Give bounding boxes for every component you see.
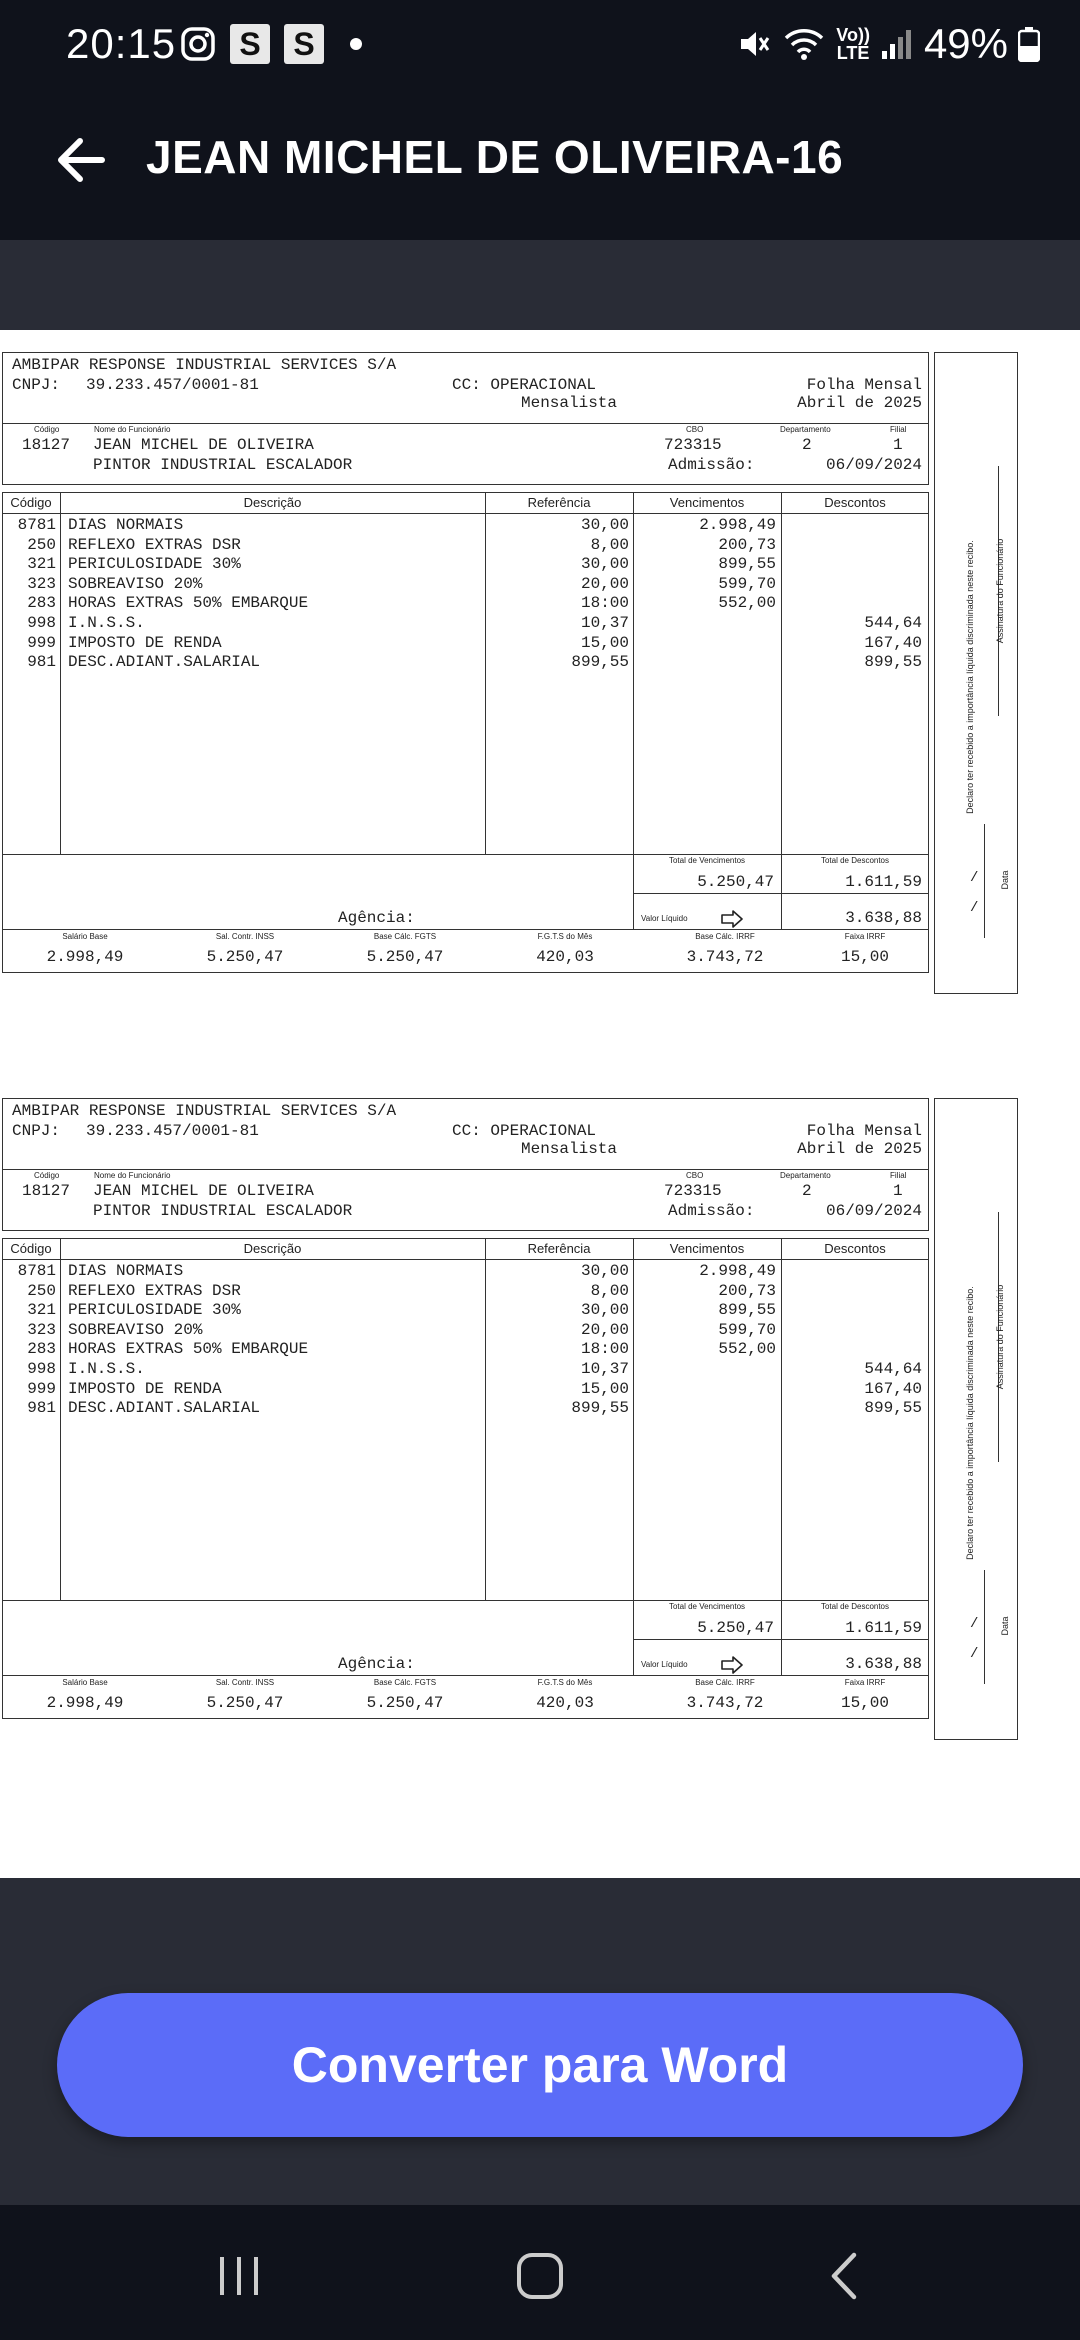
row-reference: 899,55 <box>571 1399 629 1418</box>
table-header-divider <box>2 513 929 514</box>
col-header-deductions: Descontos <box>824 495 886 510</box>
col-header-reference: Referência <box>527 1241 591 1256</box>
back-arrow-icon[interactable] <box>50 130 110 190</box>
total-earnings-label: Total de Vencimentos <box>668 856 746 865</box>
row-reference: 8,00 <box>590 535 629 554</box>
total-deductions: 1.611,59 <box>845 873 922 891</box>
status-time: 20:15 <box>66 20 177 67</box>
col-header-code: Código <box>10 1241 52 1256</box>
row-code: 323 <box>27 1320 56 1339</box>
col-header-description: Descrição <box>243 495 302 510</box>
wifi-icon <box>782 26 826 62</box>
date-slash: / <box>970 870 979 886</box>
row-code: 981 <box>27 653 56 672</box>
branch-value: 1 <box>893 1182 903 1200</box>
notification-icons <box>180 24 362 64</box>
row-description: REFLEXO EXTRAS DSR <box>68 535 241 554</box>
row-description: DIAS NORMAIS <box>68 516 184 534</box>
bank-branch-label: Agência: <box>338 909 415 927</box>
payslip-copy-1 <box>0 352 1080 1002</box>
row-code: 323 <box>27 574 56 593</box>
payroll-period: Abril de 2025 <box>797 394 922 412</box>
row-reference: 15,00 <box>580 633 629 652</box>
col-header-deductions: Descontos <box>824 1241 886 1256</box>
col-header-description: Descrição <box>243 1241 302 1256</box>
base-salary-value: 2.998,49 <box>46 1694 124 1712</box>
irrf-bracket-label: Faixa IRRF <box>844 932 886 941</box>
convert-to-word-button[interactable]: Converter para Word <box>57 1993 1023 2137</box>
mute-icon <box>736 26 772 62</box>
row-code: 250 <box>27 535 56 554</box>
row-code: 998 <box>27 614 56 632</box>
row-reference: 899,55 <box>571 653 629 672</box>
arrow-right-icon <box>720 910 744 928</box>
row-reference: 30,00 <box>580 555 629 574</box>
status-bar <box>0 0 1080 90</box>
fgts-base-label: Base Cálc. FGTS <box>373 932 437 941</box>
net-value: 3.638,88 <box>845 909 922 927</box>
branch-label: Filial <box>890 425 907 434</box>
s-app-icon: S <box>230 24 270 64</box>
system-icons <box>736 20 1040 68</box>
col-divider <box>60 1238 61 1600</box>
admission-label: Admissão: <box>668 456 755 474</box>
admission-date: 06/09/2024 <box>825 1202 922 1220</box>
row-description: SOBREAVISO 20% <box>68 1320 203 1339</box>
row-code: 283 <box>27 594 56 613</box>
date-line <box>984 1570 985 1684</box>
row-description: DESC.ADIANT.SALARIAL <box>68 1399 261 1418</box>
employee-role: PINTOR INDUSTRIAL ESCALADOR <box>93 456 353 474</box>
row-reference: 10,37 <box>580 1360 629 1378</box>
volte-icon: Vo)) LTE <box>836 25 870 63</box>
row-deductions: 899,55 <box>864 1399 922 1418</box>
row-deductions: 167,40 <box>864 1379 922 1398</box>
row-reference: 18:00 <box>580 594 629 613</box>
receipt-declaration: Declaro ter recebido a importância líquida discriminada neste recibo. <box>965 1286 975 1560</box>
back-nav-icon[interactable] <box>826 2251 862 2301</box>
department-value: 2 <box>802 1182 812 1200</box>
row-code: 321 <box>27 1301 56 1320</box>
row-code: 250 <box>27 1281 56 1300</box>
row-code: 981 <box>27 1399 56 1418</box>
branch-label: Filial <box>890 1171 907 1180</box>
s-app-icon: S <box>284 24 324 64</box>
code-label: Código <box>34 425 60 434</box>
irrf-base-label: Base Cálc. IRRF <box>695 1678 755 1687</box>
row-code: 283 <box>27 1340 56 1359</box>
date-slash: / <box>970 1616 979 1632</box>
net-value: 3.638,88 <box>845 1655 922 1673</box>
cbo-label: CBO <box>686 1171 704 1180</box>
cbo-label: CBO <box>686 425 704 434</box>
company-name: AMBIPAR RESPONSE INDUSTRIAL SERVICES S/A <box>12 356 397 374</box>
navigation-bar <box>0 2205 1080 2340</box>
irrf-bracket-label: Faixa IRRF <box>844 1678 886 1687</box>
row-reference: 10,37 <box>580 614 629 632</box>
signature-label: Assinatura do Funcionário <box>995 1284 1005 1390</box>
battery-icon <box>1018 26 1040 62</box>
admission-date: 06/09/2024 <box>825 456 922 474</box>
signal-icon <box>880 27 914 61</box>
col-divider <box>60 492 61 854</box>
employee-name-label: Nome do Funcionário <box>94 425 171 434</box>
row-description: REFLEXO EXTRAS DSR <box>68 1281 241 1300</box>
row-code: 999 <box>27 1379 56 1398</box>
total-deductions: 1.611,59 <box>845 1619 922 1637</box>
payroll-label: Folha Mensal <box>806 1122 922 1140</box>
row-earnings: 552,00 <box>718 594 776 613</box>
row-code: 8781 <box>17 1262 56 1280</box>
cbo-value: 723315 <box>664 436 722 454</box>
row-description: PERICULOSIDADE 30% <box>68 555 241 574</box>
totals-divider <box>2 1600 929 1601</box>
cnpj-value: 39.233.457/0001-81 <box>86 1122 259 1140</box>
inss-contribution-salary-label: Sal. Contr. INSS <box>215 932 275 941</box>
fgts-month-label: F.G.T.S do Mês <box>537 1678 593 1687</box>
row-earnings: 2.998,49 <box>699 1262 776 1280</box>
row-code: 321 <box>27 555 56 574</box>
branch-value: 1 <box>893 436 903 454</box>
app-bar <box>0 90 1080 240</box>
row-reference: 8,00 <box>590 1281 629 1300</box>
row-reference: 15,00 <box>580 1379 629 1398</box>
date-label: Data <box>1000 1616 1010 1636</box>
cnpj-value: 39.233.457/0001-81 <box>86 376 259 394</box>
col-divider <box>485 1238 486 1600</box>
fgts-base-label: Base Cálc. FGTS <box>373 1678 437 1687</box>
row-code: 998 <box>27 1360 56 1378</box>
row-reference: 30,00 <box>580 516 629 534</box>
row-earnings: 200,73 <box>718 535 776 554</box>
base-salary-label: Salário Base <box>62 1678 108 1687</box>
date-slash: / <box>970 1646 979 1662</box>
irrf-bracket-value: 15,00 <box>840 948 889 966</box>
bank-branch-label: Agência: <box>338 1655 415 1673</box>
page-title: JEAN MICHEL DE OLIVEIRA-16 <box>146 131 844 183</box>
row-description: I.N.S.S. <box>68 614 145 632</box>
row-description: DIAS NORMAIS <box>68 1262 184 1280</box>
row-earnings: 599,70 <box>718 1320 776 1339</box>
fgts-month-value: 420,03 <box>536 1694 594 1712</box>
arrow-right-icon <box>720 1656 744 1674</box>
row-description: SOBREAVISO 20% <box>68 574 203 593</box>
row-earnings: 200,73 <box>718 1281 776 1300</box>
fgts-base-value: 5.250,47 <box>366 1694 444 1712</box>
payslip-copy-2 <box>0 1098 1080 1748</box>
row-description: HORAS EXTRAS 50% EMBARQUE <box>68 1340 309 1359</box>
total-deductions-label: Total de Descontos <box>820 856 890 865</box>
employee-code: 18127 <box>22 1182 71 1200</box>
total-earnings: 5.250,47 <box>697 1619 774 1637</box>
row-deductions: 899,55 <box>864 653 922 672</box>
payment-type: Mensalista <box>520 394 617 412</box>
irrf-base-label: Base Cálc. IRRF <box>695 932 755 941</box>
col-header-earnings: Vencimentos <box>669 1241 745 1256</box>
row-reference: 20,00 <box>580 1320 629 1339</box>
row-earnings: 2.998,49 <box>699 516 776 534</box>
instagram-icon <box>180 26 216 62</box>
row-deductions: 544,64 <box>864 1360 922 1378</box>
irrf-base-value: 3.743,72 <box>686 948 764 966</box>
row-reference: 20,00 <box>580 574 629 593</box>
date-slash: / <box>970 900 979 916</box>
recent-apps-icon[interactable] <box>214 2253 264 2299</box>
net-value-label: Valor Líquido <box>641 914 688 923</box>
col-header-earnings: Vencimentos <box>669 495 745 510</box>
cost-center: CC: OPERACIONAL <box>452 1122 597 1140</box>
row-earnings: 599,70 <box>718 574 776 593</box>
fgts-base-value: 5.250,47 <box>366 948 444 966</box>
irrf-bracket-value: 15,00 <box>840 1694 889 1712</box>
table-header-divider <box>2 1259 929 1260</box>
row-description: DESC.ADIANT.SALARIAL <box>68 653 261 672</box>
department-label: Departamento <box>780 1171 831 1180</box>
inss-contribution-salary-value: 5.250,47 <box>206 1694 284 1712</box>
receipt-declaration: Declaro ter recebido a importância líquida discriminada neste recibo. <box>965 540 975 814</box>
row-earnings: 899,55 <box>718 1301 776 1320</box>
irrf-base-value: 3.743,72 <box>686 1694 764 1712</box>
payroll-period: Abril de 2025 <box>797 1140 922 1158</box>
department-value: 2 <box>802 436 812 454</box>
row-description: PERICULOSIDADE 30% <box>68 1301 241 1320</box>
cost-center: CC: OPERACIONAL <box>452 376 597 394</box>
row-description: HORAS EXTRAS 50% EMBARQUE <box>68 594 309 613</box>
payment-type: Mensalista <box>520 1140 617 1158</box>
date-line <box>984 824 985 938</box>
admission-label: Admissão: <box>668 1202 755 1220</box>
total-earnings: 5.250,47 <box>697 873 774 891</box>
employee-name-label: Nome do Funcionário <box>94 1171 171 1180</box>
col-header-code: Código <box>10 495 52 510</box>
employee-name: JEAN MICHEL DE OLIVEIRA <box>93 436 314 454</box>
employee-name: JEAN MICHEL DE OLIVEIRA <box>93 1182 314 1200</box>
row-earnings: 552,00 <box>718 1340 776 1359</box>
row-earnings: 899,55 <box>718 555 776 574</box>
code-label: Código <box>34 1171 60 1180</box>
totals-divider <box>2 854 929 855</box>
inss-contribution-salary-label: Sal. Contr. INSS <box>215 1678 275 1687</box>
col-divider <box>485 492 486 854</box>
date-label: Data <box>1000 870 1010 890</box>
row-deductions: 167,40 <box>864 633 922 652</box>
row-deductions: 544,64 <box>864 614 922 632</box>
base-salary-label: Salário Base <box>62 932 108 941</box>
total-deductions-label: Total de Descontos <box>820 1602 890 1611</box>
fgts-month-label: F.G.T.S do Mês <box>537 932 593 941</box>
row-reference: 30,00 <box>580 1262 629 1280</box>
total-earnings-label: Total de Vencimentos <box>668 1602 746 1611</box>
row-code: 999 <box>27 633 56 652</box>
row-reference: 18:00 <box>580 1340 629 1359</box>
net-value-label: Valor Líquido <box>641 1660 688 1669</box>
cnpj-label: CNPJ: <box>12 376 61 394</box>
more-notifications-dot-icon <box>350 38 362 50</box>
row-reference: 30,00 <box>580 1301 629 1320</box>
document-preview[interactable] <box>0 330 1080 1878</box>
department-label: Departamento <box>780 425 831 434</box>
home-icon[interactable] <box>515 2251 565 2301</box>
signature-label: Assinatura do Funcionário <box>995 538 1005 644</box>
cbo-value: 723315 <box>664 1182 722 1200</box>
row-description: IMPOSTO DE RENDA <box>68 1379 222 1398</box>
row-description: IMPOSTO DE RENDA <box>68 633 222 652</box>
employee-code: 18127 <box>22 436 71 454</box>
cnpj-label: CNPJ: <box>12 1122 61 1140</box>
fgts-month-value: 420,03 <box>536 948 594 966</box>
row-description: I.N.S.S. <box>68 1360 145 1378</box>
payroll-label: Folha Mensal <box>806 376 922 394</box>
col-header-reference: Referência <box>527 495 591 510</box>
inss-contribution-salary-value: 5.250,47 <box>206 948 284 966</box>
company-name: AMBIPAR RESPONSE INDUSTRIAL SERVICES S/A <box>12 1102 397 1120</box>
battery-percent: 49% <box>923 20 1008 67</box>
base-salary-value: 2.998,49 <box>46 948 124 966</box>
employee-role: PINTOR INDUSTRIAL ESCALADOR <box>93 1202 353 1220</box>
row-code: 8781 <box>17 516 56 534</box>
